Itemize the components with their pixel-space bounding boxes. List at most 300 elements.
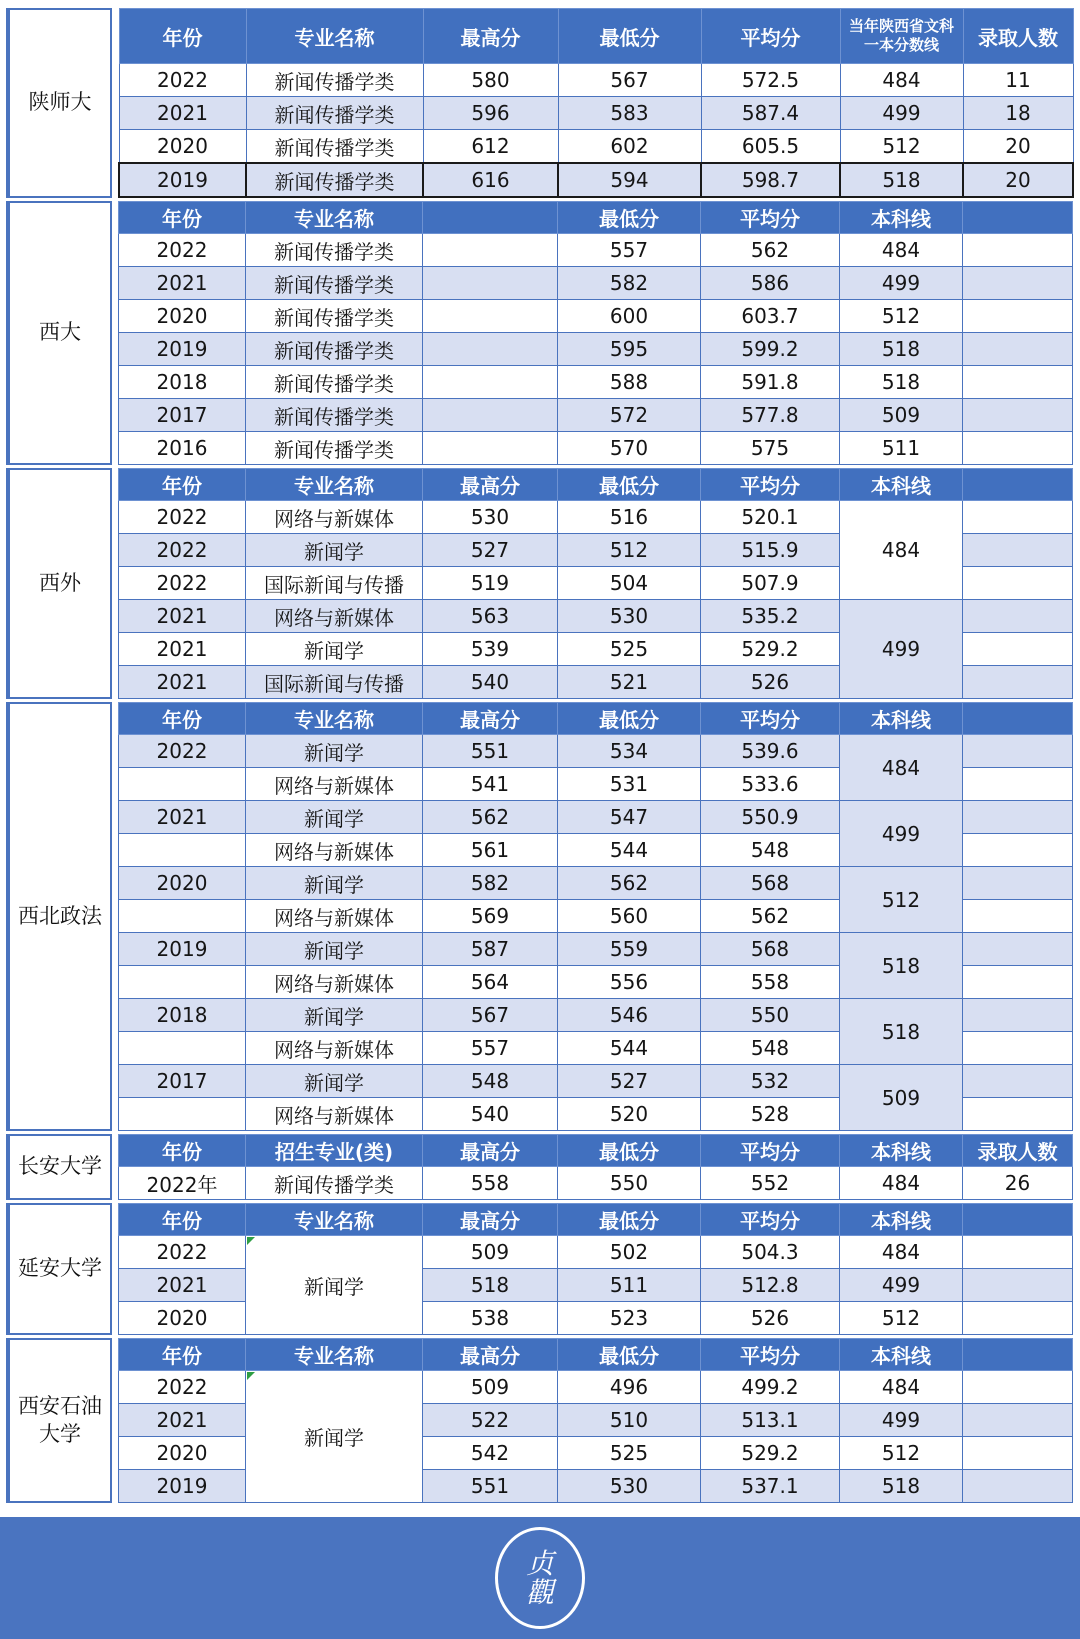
- header-major: 专业名称: [246, 703, 423, 735]
- university-label: 延安大学: [8, 1203, 112, 1335]
- cell-cutoff-line: 484: [840, 1371, 963, 1404]
- cell-max-score: 563: [423, 600, 558, 633]
- cell-min-score: 525: [558, 1437, 701, 1470]
- header-max-score: 最高分: [423, 469, 558, 501]
- cell-max-score: 564: [423, 966, 558, 999]
- cell-max-score: 551: [423, 735, 558, 768]
- cell-major: 新闻学: [246, 1371, 423, 1503]
- header-cutoff-line: 本科线: [840, 1204, 963, 1236]
- cell-admit-count: [963, 1302, 1073, 1335]
- cell-min-score: 527: [558, 1065, 701, 1098]
- cell-min-score: 547: [558, 801, 701, 834]
- header-year: 年份: [119, 1204, 246, 1236]
- cell-min-score: 572: [558, 399, 701, 432]
- header-year: 年份: [119, 469, 246, 501]
- cell-major: 新闻传播学类: [246, 300, 423, 333]
- cell-major: 新闻传播学类: [246, 64, 423, 97]
- cell-year: 2022年: [119, 1167, 246, 1200]
- cell-major: 新闻学: [246, 735, 423, 768]
- cell-year: 2019: [119, 933, 246, 966]
- cell-max-score: 567: [423, 999, 558, 1032]
- cell-min-score: 562: [558, 867, 701, 900]
- cell-cutoff-line: 512: [840, 1302, 963, 1335]
- cell-admit-count: [963, 966, 1073, 999]
- header-admit-count: [963, 703, 1073, 735]
- header-cutoff-line: 本科线: [840, 1135, 963, 1167]
- cell-min-score: 556: [558, 966, 701, 999]
- cell-max-score: 562: [423, 801, 558, 834]
- cell-major: 新闻学: [246, 534, 423, 567]
- cell-admit-count: [963, 1098, 1073, 1131]
- header-cutoff-line: 当年陕西省文科一本分数线: [840, 9, 963, 64]
- cell-admit-count: [963, 534, 1073, 567]
- cell-min-score: 582: [558, 267, 701, 300]
- footer-banner: [0, 1517, 1080, 1639]
- cell-major: 新闻学: [246, 867, 423, 900]
- cell-year: 2022: [119, 567, 246, 600]
- cell-major: 新闻传播学类: [246, 97, 423, 130]
- cell-avg-score: 539.6: [701, 735, 840, 768]
- table-row: [119, 130, 1073, 164]
- cell-min-score: 531: [558, 768, 701, 801]
- cell-max-score: 561: [423, 834, 558, 867]
- header-min-score: 最低分: [558, 1135, 701, 1167]
- table-row: [119, 333, 1073, 366]
- cell-cutoff-line: 518: [840, 1470, 963, 1503]
- cell-major: 新闻传播学类: [246, 234, 423, 267]
- cell-cutoff-line: 512: [840, 867, 963, 933]
- cell-admit-count: [963, 399, 1073, 432]
- cell-admit-count: [963, 801, 1073, 834]
- cell-major: 新闻传播学类: [246, 366, 423, 399]
- cell-year: [119, 768, 246, 801]
- cell-year: 2022: [119, 1236, 246, 1269]
- cell-year: 2020: [119, 1437, 246, 1470]
- cell-max-score: 612: [423, 130, 558, 164]
- table-row: [119, 999, 1073, 1032]
- header-major: 专业名称: [246, 1339, 423, 1371]
- cell-year: [119, 834, 246, 867]
- cell-min-score: 511: [558, 1269, 701, 1302]
- cropped-left-column: [0, 1338, 8, 1503]
- cell-min-score: 504: [558, 567, 701, 600]
- cell-cutoff-line: 512: [840, 130, 963, 164]
- cell-year: 2018: [119, 366, 246, 399]
- cell-admit-count: [963, 333, 1073, 366]
- cell-year: 2020: [119, 130, 246, 164]
- cell-major: 网络与新媒体: [246, 900, 423, 933]
- cell-min-score: 559: [558, 933, 701, 966]
- scores-table: [118, 1203, 1073, 1335]
- cell-avg-score: 499.2: [701, 1371, 840, 1404]
- university-section-3: [0, 468, 1080, 699]
- header-admit-count: 录取人数: [963, 9, 1073, 64]
- cell-major: 新闻学: [246, 1236, 423, 1335]
- cell-min-score: 550: [558, 1167, 701, 1200]
- cell-admit-count: 26: [963, 1167, 1073, 1200]
- header-cutoff-line: 本科线: [840, 469, 963, 501]
- header-max-score: 最高分: [423, 703, 558, 735]
- cell-cutoff-line: 499: [840, 1404, 963, 1437]
- university-section-4: [0, 702, 1080, 1131]
- cell-cutoff-line: 484: [840, 1167, 963, 1200]
- cell-avg-score: 535.2: [701, 600, 840, 633]
- header-avg-score: 平均分: [701, 1204, 840, 1236]
- header-admit-count: 录取人数: [963, 1135, 1073, 1167]
- cell-min-score: 546: [558, 999, 701, 1032]
- cell-cutoff-line: 484: [840, 1236, 963, 1269]
- cell-min-score: 530: [558, 1470, 701, 1503]
- cell-major: 新闻传播学类: [246, 333, 423, 366]
- zhenguan-logo-icon: [495, 1527, 585, 1629]
- cell-admit-count: [963, 300, 1073, 333]
- cell-max-score: 542: [423, 1437, 558, 1470]
- university-section-5: [0, 1134, 1080, 1200]
- university-section-1: [0, 8, 1080, 198]
- header-avg-score: 平均分: [701, 1339, 840, 1371]
- header-avg-score: 平均分: [701, 1135, 840, 1167]
- cell-max-score: 551: [423, 1470, 558, 1503]
- cell-avg-score: 529.2: [701, 1437, 840, 1470]
- cell-avg-score: 586: [701, 267, 840, 300]
- university-label: 西大: [8, 201, 112, 465]
- cell-avg-score: 507.9: [701, 567, 840, 600]
- cell-admit-count: [963, 432, 1073, 465]
- cell-major: 网络与新媒体: [246, 1032, 423, 1065]
- cell-max-score: [423, 399, 558, 432]
- cell-avg-score: 603.7: [701, 300, 840, 333]
- cell-major: 新闻传播学类: [246, 163, 423, 197]
- cell-min-score: 544: [558, 834, 701, 867]
- cell-year: 2020: [119, 300, 246, 333]
- table-row: [119, 366, 1073, 399]
- cell-max-score: [423, 300, 558, 333]
- header-major: 专业名称: [246, 9, 423, 64]
- header-max-score: 最高分: [423, 1135, 558, 1167]
- cell-min-score: 595: [558, 333, 701, 366]
- header-major: 招生专业(类): [246, 1135, 423, 1167]
- cell-admit-count: 11: [963, 64, 1073, 97]
- cell-max-score: 596: [423, 97, 558, 130]
- cell-cutoff-line: 484: [840, 501, 963, 600]
- header-max-score: [423, 202, 558, 234]
- university-label: 陕师大: [8, 8, 112, 198]
- cell-admit-count: [963, 1065, 1073, 1098]
- cell-min-score: 520: [558, 1098, 701, 1131]
- cell-max-score: 540: [423, 666, 558, 699]
- cell-year: 2019: [119, 333, 246, 366]
- cell-avg-score: 599.2: [701, 333, 840, 366]
- cell-admit-count: [963, 867, 1073, 900]
- university-label: 西安石油大学: [8, 1338, 112, 1503]
- table-row: [119, 1371, 1073, 1404]
- cell-avg-score: 513.1: [701, 1404, 840, 1437]
- cell-year: 2021: [119, 97, 246, 130]
- cell-max-score: 582: [423, 867, 558, 900]
- cell-max-score: 587: [423, 933, 558, 966]
- cell-major: 网络与新媒体: [246, 768, 423, 801]
- cell-admit-count: 20: [963, 130, 1073, 164]
- table-row: [119, 1065, 1073, 1098]
- table-row: [119, 234, 1073, 267]
- header-major: 专业名称: [246, 202, 423, 234]
- cell-admit-count: [963, 735, 1073, 768]
- cell-admit-count: [963, 267, 1073, 300]
- cell-year: 2020: [119, 867, 246, 900]
- cell-cutoff-line: 512: [840, 1437, 963, 1470]
- table-row: [119, 600, 1073, 633]
- cell-avg-score: 526: [701, 1302, 840, 1335]
- cell-min-score: 567: [558, 64, 701, 97]
- table-row: [119, 735, 1073, 768]
- header-min-score: 最低分: [558, 469, 701, 501]
- cell-max-score: 539: [423, 633, 558, 666]
- cell-max-score: [423, 366, 558, 399]
- cell-max-score: 538: [423, 1302, 558, 1335]
- cell-year: 2017: [119, 1065, 246, 1098]
- cell-avg-score: 598.7: [701, 163, 840, 197]
- header-max-score: 最高分: [423, 1204, 558, 1236]
- cell-admit-count: [963, 567, 1073, 600]
- cell-min-score: 496: [558, 1371, 701, 1404]
- cell-max-score: [423, 267, 558, 300]
- cell-major: 网络与新媒体: [246, 501, 423, 534]
- cell-avg-score: 533.6: [701, 768, 840, 801]
- cell-major: 新闻传播学类: [246, 267, 423, 300]
- cell-cutoff-line: 499: [840, 97, 963, 130]
- cell-avg-score: 550: [701, 999, 840, 1032]
- header-admit-count: [963, 1204, 1073, 1236]
- cell-max-score: [423, 432, 558, 465]
- cell-avg-score: 568: [701, 867, 840, 900]
- cell-admit-count: [963, 933, 1073, 966]
- scores-table: [118, 1134, 1073, 1200]
- table-row: [119, 97, 1073, 130]
- cell-max-score: 580: [423, 64, 558, 97]
- table-row: [119, 300, 1073, 333]
- cell-max-score: 530: [423, 501, 558, 534]
- header-admit-count: [963, 202, 1073, 234]
- cell-major: 国际新闻与传播: [246, 666, 423, 699]
- scores-table: [118, 1338, 1073, 1503]
- university-label: 西外: [8, 468, 112, 699]
- cell-cutoff-line: 484: [840, 234, 963, 267]
- cell-year: 2017: [119, 399, 246, 432]
- cell-max-score: 518: [423, 1269, 558, 1302]
- header-year: 年份: [119, 1135, 246, 1167]
- cell-major: 国际新闻与传播: [246, 567, 423, 600]
- cell-min-score: 594: [558, 163, 701, 197]
- header-avg-score: 平均分: [701, 202, 840, 234]
- table-row: [119, 801, 1073, 834]
- cell-major: 新闻学: [246, 999, 423, 1032]
- cropped-left-column: [0, 702, 8, 1131]
- scores-table: [118, 468, 1073, 699]
- cell-min-score: 530: [558, 600, 701, 633]
- cell-admit-count: [963, 666, 1073, 699]
- cell-cutoff-line: 518: [840, 933, 963, 999]
- cell-avg-score: 562: [701, 900, 840, 933]
- cell-year: [119, 966, 246, 999]
- cell-avg-score: 577.8: [701, 399, 840, 432]
- table-row: [119, 399, 1073, 432]
- cell-avg-score: 605.5: [701, 130, 840, 164]
- cell-avg-score: 591.8: [701, 366, 840, 399]
- cell-year: [119, 900, 246, 933]
- table-row: [119, 64, 1073, 97]
- header-year: 年份: [119, 703, 246, 735]
- header-avg-score: 平均分: [701, 469, 840, 501]
- logo-char-top: 贞: [525, 1546, 554, 1580]
- cell-min-score: 516: [558, 501, 701, 534]
- cell-admit-count: [963, 1032, 1073, 1065]
- cell-max-score: 557: [423, 1032, 558, 1065]
- cell-avg-score: 532: [701, 1065, 840, 1098]
- table-row: [119, 933, 1073, 966]
- cell-year: 2021: [119, 267, 246, 300]
- cell-avg-score: 512.8: [701, 1269, 840, 1302]
- cell-avg-score: 572.5: [701, 64, 840, 97]
- table-row: [119, 163, 1073, 197]
- cell-max-score: 509: [423, 1371, 558, 1404]
- header-year: 年份: [119, 9, 246, 64]
- header-min-score: 最低分: [558, 202, 701, 234]
- cell-major: 新闻传播学类: [246, 432, 423, 465]
- cell-min-score: 510: [558, 1404, 701, 1437]
- cell-max-score: 569: [423, 900, 558, 933]
- header-avg-score: 平均分: [701, 703, 840, 735]
- cell-min-score: 588: [558, 366, 701, 399]
- university-section-6: [0, 1203, 1080, 1335]
- header-admit-count: [963, 1339, 1073, 1371]
- cell-year: 2022: [119, 64, 246, 97]
- cell-admit-count: [963, 1470, 1073, 1503]
- header-cutoff-line: 本科线: [840, 703, 963, 735]
- cell-max-score: 616: [423, 163, 558, 197]
- university-section-2: [0, 201, 1080, 465]
- header-min-score: 最低分: [558, 1339, 701, 1371]
- header-admit-count: [963, 469, 1073, 501]
- header-major: 专业名称: [246, 1204, 423, 1236]
- header-year: 年份: [119, 202, 246, 234]
- cell-avg-score: 520.1: [701, 501, 840, 534]
- cell-admit-count: [963, 1371, 1073, 1404]
- cell-min-score: 560: [558, 900, 701, 933]
- cell-year: 2021: [119, 1404, 246, 1437]
- cell-avg-score: 526: [701, 666, 840, 699]
- logo-char-bottom: 觀: [525, 1576, 554, 1609]
- header-year: 年份: [119, 1339, 246, 1371]
- cell-cutoff-line: 484: [840, 64, 963, 97]
- cell-admit-count: [963, 1269, 1073, 1302]
- header-min-score: 最低分: [558, 703, 701, 735]
- cell-max-score: 558: [423, 1167, 558, 1200]
- cell-avg-score: 548: [701, 834, 840, 867]
- cell-admit-count: [963, 501, 1073, 534]
- cell-major: 网络与新媒体: [246, 834, 423, 867]
- cell-max-score: 527: [423, 534, 558, 567]
- cell-max-score: [423, 234, 558, 267]
- cell-major: 网络与新媒体: [246, 1098, 423, 1131]
- cell-admit-count: [963, 1404, 1073, 1437]
- scores-table: [118, 201, 1073, 465]
- cell-admit-count: [963, 633, 1073, 666]
- cell-major: 新闻传播学类: [246, 399, 423, 432]
- cell-max-score: 509: [423, 1236, 558, 1269]
- cell-avg-score: 587.4: [701, 97, 840, 130]
- scores-table: [118, 702, 1073, 1131]
- cell-cutoff-line: 511: [840, 432, 963, 465]
- cell-avg-score: 529.2: [701, 633, 840, 666]
- cell-major: 新闻学: [246, 633, 423, 666]
- cell-cutoff-line: 499: [840, 600, 963, 699]
- university-label: 长安大学: [8, 1134, 112, 1200]
- cell-year: 2022: [119, 501, 246, 534]
- header-cutoff-line: 本科线: [840, 1339, 963, 1371]
- header-major: 专业名称: [246, 469, 423, 501]
- cell-min-score: 600: [558, 300, 701, 333]
- table-row: [119, 1236, 1073, 1269]
- cropped-left-column: [0, 8, 8, 198]
- cell-admit-count: [963, 366, 1073, 399]
- cell-year: 2021: [119, 600, 246, 633]
- cell-cutoff-line: 499: [840, 1269, 963, 1302]
- cropped-left-column: [0, 1134, 8, 1200]
- cell-year: [119, 1032, 246, 1065]
- cell-min-score: 557: [558, 234, 701, 267]
- cell-cutoff-line: 509: [840, 1065, 963, 1131]
- cell-cutoff-line: 499: [840, 267, 963, 300]
- cell-min-score: 523: [558, 1302, 701, 1335]
- cell-avg-score: 550.9: [701, 801, 840, 834]
- cell-year: 2016: [119, 432, 246, 465]
- cell-admit-count: [963, 234, 1073, 267]
- cell-year: 2021: [119, 801, 246, 834]
- cell-major: 新闻传播学类: [246, 1167, 423, 1200]
- cell-year: 2022: [119, 1371, 246, 1404]
- cell-avg-score: 528: [701, 1098, 840, 1131]
- cell-cutoff-line: 518: [840, 999, 963, 1065]
- cell-year: 2022: [119, 234, 246, 267]
- cell-max-score: 541: [423, 768, 558, 801]
- table-row: [119, 867, 1073, 900]
- cell-major: 网络与新媒体: [246, 600, 423, 633]
- cell-major: 网络与新媒体: [246, 966, 423, 999]
- cell-admit-count: [963, 999, 1073, 1032]
- cell-min-score: 502: [558, 1236, 701, 1269]
- cell-avg-score: 515.9: [701, 534, 840, 567]
- header-cutoff-line: 本科线: [840, 202, 963, 234]
- header-min-score: 最低分: [558, 9, 701, 64]
- header-avg-score: 平均分: [701, 9, 840, 64]
- cell-cutoff-line: 484: [840, 735, 963, 801]
- cell-admit-count: [963, 600, 1073, 633]
- table-row: [119, 267, 1073, 300]
- header-max-score: 最高分: [423, 9, 558, 64]
- cell-max-score: [423, 333, 558, 366]
- cropped-left-column: [0, 1203, 8, 1335]
- cell-year: 2019: [119, 163, 246, 197]
- cell-min-score: 512: [558, 534, 701, 567]
- cell-year: 2021: [119, 666, 246, 699]
- cell-admit-count: [963, 768, 1073, 801]
- cell-avg-score: 504.3: [701, 1236, 840, 1269]
- cell-cutoff-line: 499: [840, 801, 963, 867]
- cell-min-score: 602: [558, 130, 701, 164]
- cell-admit-count: 18: [963, 97, 1073, 130]
- university-section-7: [0, 1338, 1080, 1503]
- cell-admit-count: 20: [963, 163, 1073, 197]
